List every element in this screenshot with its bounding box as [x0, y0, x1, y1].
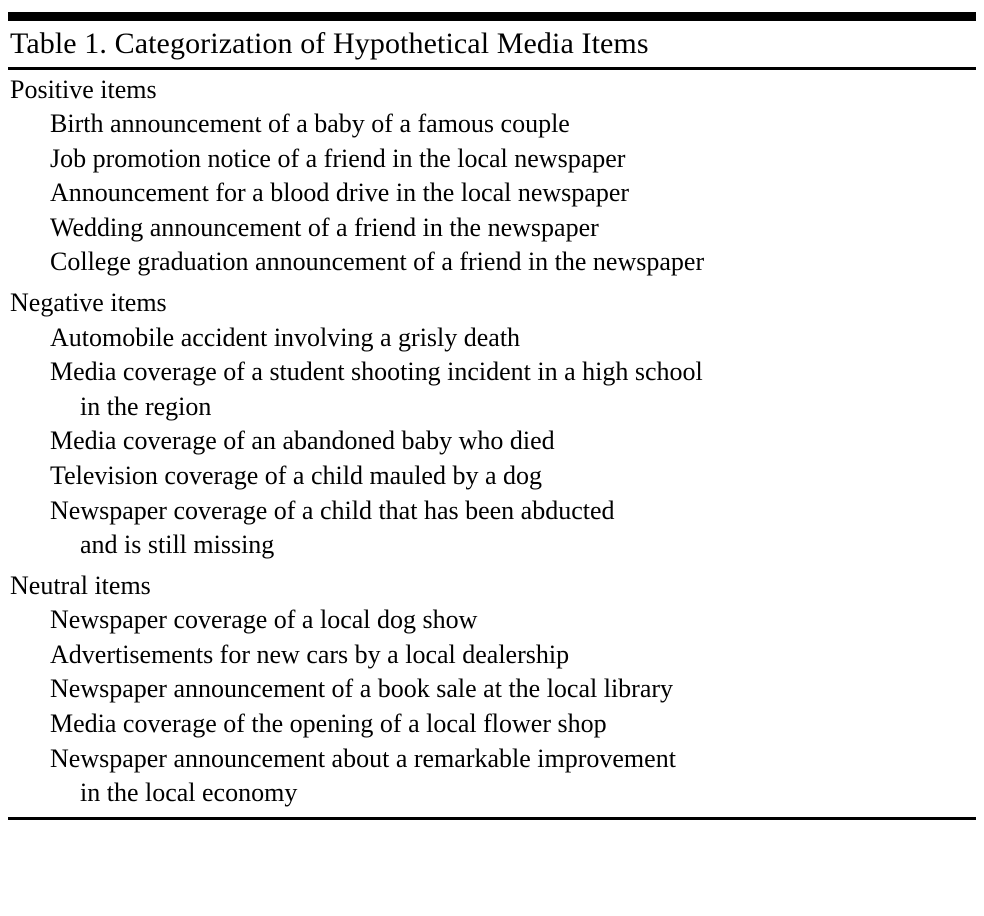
table-row [8, 742, 976, 811]
table-body [8, 70, 976, 813]
row-text: Announcement for a blood drive in the local newspaper [50, 178, 630, 208]
row-text: Automobile accident involving a grisly death [50, 322, 521, 352]
table-row [8, 424, 976, 459]
group-heading: Neutral items [10, 570, 151, 600]
table-row [8, 142, 976, 177]
row-text: College graduation announcement of a friend in the newspaper [50, 247, 705, 277]
table-group-positive [8, 73, 976, 286]
row-text-continuation: and is still missing [80, 530, 275, 560]
table-row [8, 107, 976, 142]
table-row [8, 603, 976, 638]
group-heading: Positive items [10, 74, 157, 104]
table-row [8, 707, 976, 742]
row-text-continuation: in the local economy [80, 778, 298, 808]
row-text-continuation: in the region [80, 391, 212, 421]
table-top-rule [8, 12, 976, 21]
table-row [8, 638, 976, 673]
table-row [8, 176, 976, 211]
table-row [8, 245, 976, 280]
row-text: Newspaper coverage of a child that has been abducted [50, 495, 615, 525]
table-row [8, 321, 976, 356]
row-text: Advertisements for new cars by a local dealership [50, 639, 570, 669]
row-text: Newspaper announcement of a book sale at the local library [50, 674, 674, 704]
table-group-neutral [8, 569, 976, 813]
row-text: Newspaper coverage of a local dog show [50, 605, 478, 635]
table-caption: Table 1. Categorization of Hypothetical Media Items [10, 27, 649, 60]
row-text: Job promotion notice of a friend in the local newspaper [50, 143, 626, 173]
row-text: Wedding announcement of a friend in the newspaper [50, 212, 599, 242]
table-row [8, 494, 976, 563]
table-row [8, 459, 976, 494]
row-text: Media coverage of the opening of a local flower shop [50, 709, 607, 738]
table-container [0, 12, 984, 820]
row-text: Television coverage of a child mauled by a dog [50, 460, 543, 490]
group-heading: Negative items [10, 288, 167, 318]
table-row [8, 672, 976, 707]
row-text: Media coverage of an abandoned baby who died [50, 426, 555, 456]
table-row [8, 211, 976, 246]
table-bottom-rule [8, 817, 976, 820]
row-text: Media coverage of a student shooting incident in a high school [50, 357, 703, 387]
table-row [8, 355, 976, 424]
row-text: Birth announcement of a baby of a famous couple [50, 109, 570, 139]
table-group-negative [8, 286, 976, 569]
row-text: Newspaper announcement about a remarkable improvement [50, 743, 676, 773]
